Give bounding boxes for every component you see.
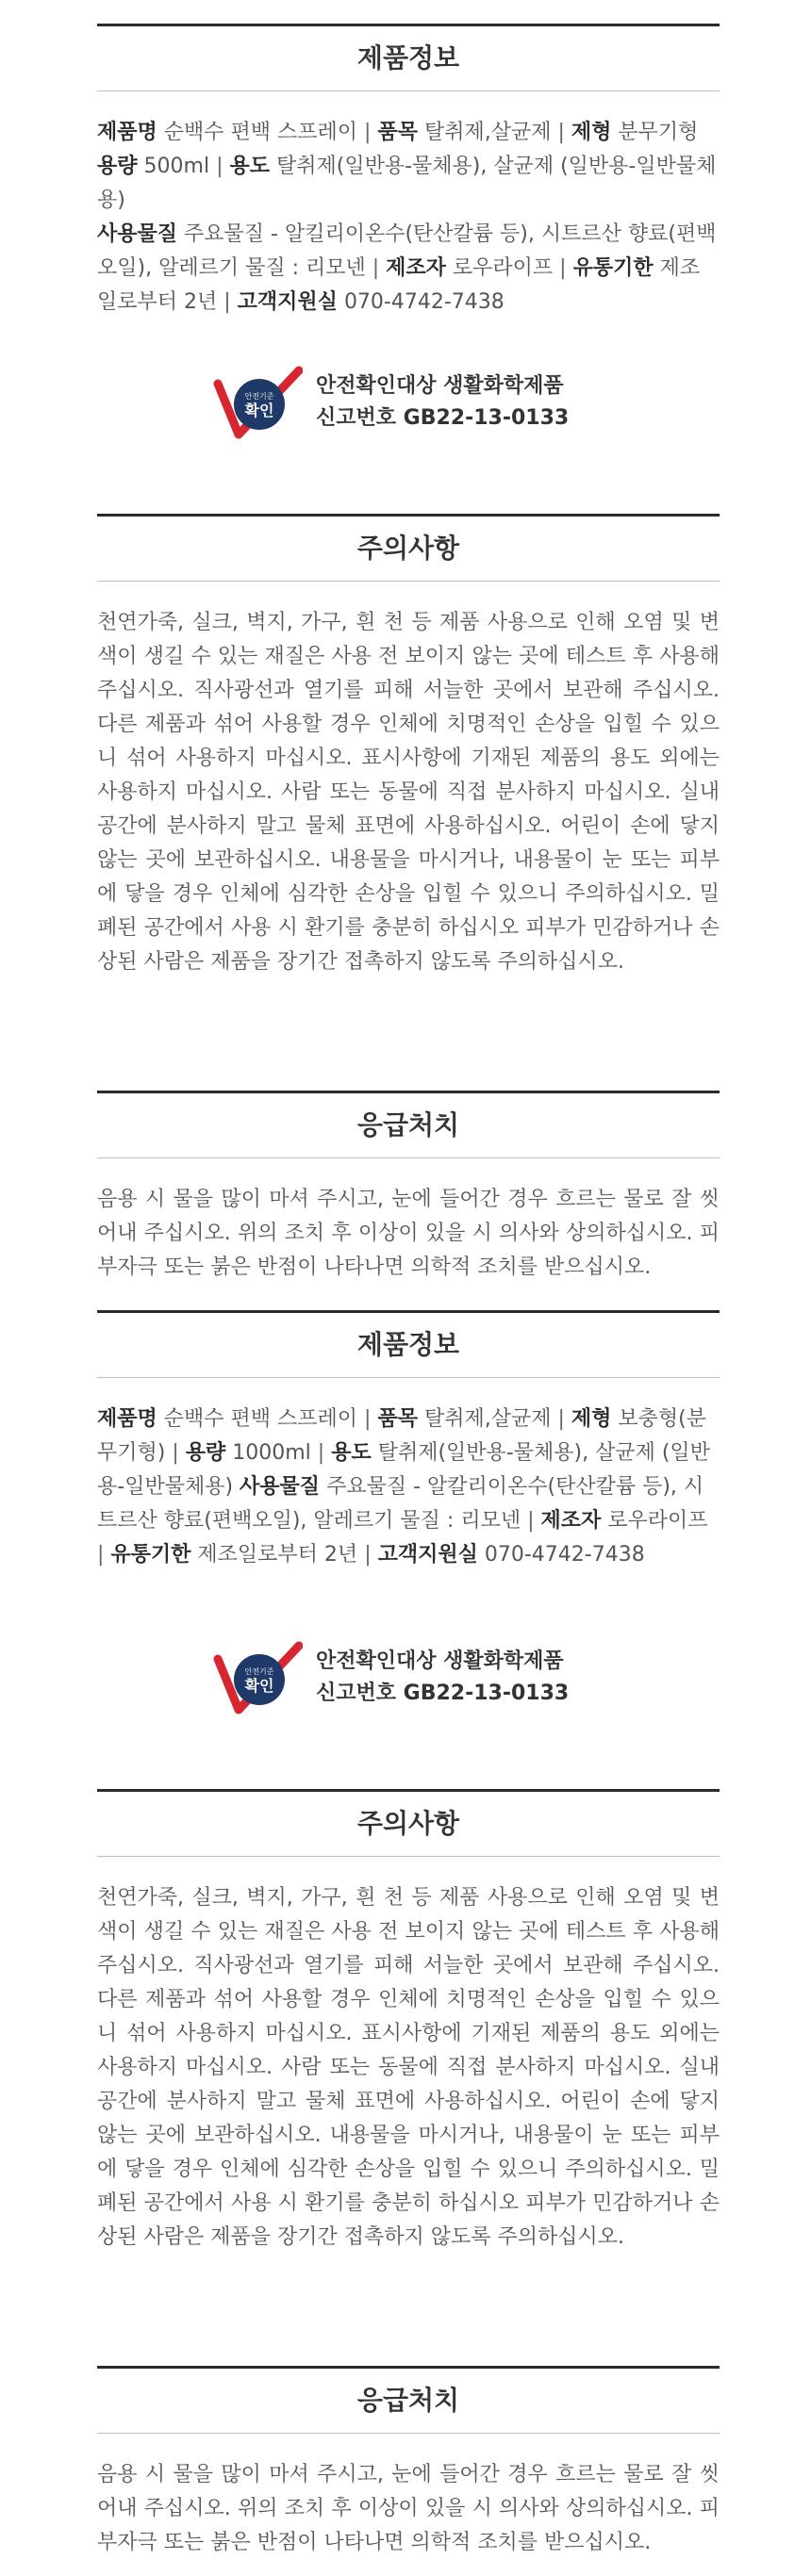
value-form: 분무기형 [618, 121, 699, 144]
value-support: 070-4742-7438 [343, 290, 505, 314]
label-usage: 용도 [331, 1441, 372, 1465]
caution-section-1 [97, 514, 720, 979]
value-maker: 로우라이프 [452, 256, 554, 280]
value-product-name: 순백수 편백 스프레이 [163, 121, 358, 144]
badge-top-text: 안전기준 [244, 1667, 274, 1676]
first-aid-text: 음용 시 물을 많이 마셔 주시고, 눈에 들어간 경우 흐르는 물로 잘 씻어내 주십시오. 위의 조치 후 이상이 있을 시 의사와 상의하십시오. 피부자극 또는 붉은 반점이 나타나면 의학적 조치를 받으십시오. [97, 1188, 720, 1279]
label-product-name: 제품명 [97, 1407, 157, 1431]
safety-check-badge-icon [212, 363, 303, 444]
section-divider [97, 1377, 720, 1378]
label-volume: 용량 [185, 1441, 226, 1465]
label-support: 고객지원실 [377, 1543, 478, 1567]
label-usage: 용도 [229, 155, 270, 178]
label-expiry: 유통기한 [110, 1543, 191, 1567]
section-divider [97, 581, 720, 582]
section-title: 주의사항 [356, 533, 460, 564]
cert-line-1: 안전확인대상 생활화학제품 [316, 374, 564, 398]
cert-line-2: 신고번호 GB22-13-0133 [316, 1682, 570, 1705]
label-product-name: 제품명 [97, 121, 157, 144]
label-material: 사용물질 [97, 222, 178, 246]
label-category: 품목 [377, 1407, 418, 1431]
section-title: 응급처치 [356, 1109, 460, 1140]
value-material: 주요물질 - 알칼리이온수(탄산칼륨 등), 시트르산 향료(편백오일), 알레르기 물질 : 리모넨 [97, 1475, 704, 1533]
label-volume: 용량 [97, 155, 138, 178]
product-info-section-1 [97, 24, 720, 320]
section-divider [97, 2433, 720, 2434]
section-divider [97, 1856, 720, 1857]
section-title: 제품정보 [356, 42, 460, 74]
value-support: 070-4742-7438 [484, 1543, 645, 1567]
label-category: 품목 [377, 121, 418, 144]
product-info-text: 제품명 순백수 편백 스프레이 | 품목 탈취제,살균제 | 제형 보충형(분무기형) | 용량 1000ml | 용도 탈취제(일반용-물체용), 살균제 (일반용-일반물체용) 사용물질 주요물질 - 알칼리이온수(탄산칼륨 등), 시트르산 향료(편백오일), 알레르기 물질 : 리모넨 | 제조자 로우라이프 | 유통기한 제조일로부터 2년 | 고객지원실 070-4742-7438 [97, 1407, 710, 1567]
first-aid-section-1 [97, 1091, 720, 1285]
section-title: 주의사항 [356, 1808, 460, 1839]
cert-line-2: 신고번호 GB22-13-0133 [316, 406, 570, 430]
value-category: 탈취제,살균제 [423, 1407, 552, 1431]
certification-mark-2 [212, 1638, 608, 1719]
caution-text: 천연가죽, 실크, 벽지, 가구, 흰 천 등 제품 사용으로 인해 오염 및 변색이 생길 수 있는 재질은 사용 전 보이지 않는 곳에 테스트 후 사용해 주십시오. 직사광선과 열기를 피해 서늘한 곳에서 보관해 주십시오. 다른 제품과 섞어 사용할 경우 인체에 치명적인 손상을 입힐 수 있으니 섞어 사용하지 마십시오. 표시사항에 기재된 제품의 용도 외에는 사용하지 마십시오. 사람 또는 동물에 직접 분사하지 마십시오. 실내공간에 분사하지 말고 물체 표면에 사용하십시오. 어린이 손에 닿지 않는 곳에 보관하십시오. 내용물을 마시거나, 내용물이 눈 또는 피부에 닿을 경우 인체에 심각한 손상을 입힐 수 있으니 주의하십시오. 밀폐된 공간에서 사용 시 환기를 충분히 하십시오 피부가 민감하거나 손상된 사람은 제품을 장기간 접촉하지 않도록 주의하십시오. [97, 611, 720, 974]
label-expiry: 유통기한 [572, 256, 654, 280]
first-aid-text: 음용 시 물을 많이 마셔 주시고, 눈에 들어간 경우 흐르는 물로 잘 씻어내 주십시오. 위의 조치 후 이상이 있을 시 의사와 상의하십시오. 피부자극 또는 붉은 반점이 나타나면 의학적 조치를 받으십시오. [97, 2463, 720, 2554]
label-material: 사용물질 [240, 1475, 321, 1499]
section-title: 응급처치 [356, 2385, 460, 2416]
value-expiry: 제조일로부터 2년 [197, 1543, 358, 1567]
label-maker: 제조자 [386, 256, 446, 280]
cert-line-1: 안전확인대상 생활화학제품 [316, 1649, 564, 1673]
section-title: 제품정보 [356, 1329, 460, 1360]
value-maker: 로우라이프 [607, 1509, 708, 1533]
value-expiry: 제조일로부터 2년 [97, 256, 701, 314]
label-support: 고객지원실 [237, 290, 338, 314]
badge-main-text: 확인 [244, 402, 274, 419]
product-info-text: 제품명 순백수 편백 스프레이 | 품목 탈취제,살균제 | 제형 분무기형 용량 500ml | 용도 탈취제(일반용-물체용), 살균제 (일반용-일반물체용) 사용물질 주요물질 - 알킬리이온수(탄산칼륨 등), 시트르산 향료(편백오일), 알레르기 물질 : 리모넨 | 제조자 로우라이프 | 유통기한 제조일로부터 2년 | 고객지원실 070-4742-7438 [97, 121, 717, 314]
caution-section-2 [97, 1789, 720, 2255]
product-info-section-2 [97, 1310, 720, 1572]
value-form: 보충형(분무기형) [97, 1407, 706, 1465]
caution-text: 천연가죽, 실크, 벽지, 가구, 흰 천 등 제품 사용으로 인해 오염 및 변색이 생길 수 있는 재질은 사용 전 보이지 않는 곳에 테스트 후 사용해 주십시오. 직사광선과 열기를 피해 서늘한 곳에서 보관해 주십시오. 다른 제품과 섞어 사용할 경우 인체에 치명적인 손상을 입힐 수 있으니 섞어 사용하지 마십시오. 표시사항에 기재된 제품의 용도 외에는 사용하지 마십시오. 사람 또는 동물에 직접 분사하지 마십시오. 실내공간에 분사하지 말고 물체 표면에 사용하십시오. 어린이 손에 닿지 않는 곳에 보관하십시오. 내용물을 마시거나, 내용물이 눈 또는 피부에 닿을 경우 인체에 심각한 손상을 입힐 수 있으니 주의하십시오. 밀폐된 공간에서 사용 시 환기를 충분히 하십시오 피부가 민감하거나 손상된 사람은 제품을 장기간 접촉하지 않도록 주의하십시오. [97, 1886, 720, 2249]
certification-mark-1 [212, 363, 608, 444]
section-divider [97, 90, 720, 91]
safety-check-badge-icon [212, 1638, 303, 1719]
value-volume: 500ml [143, 155, 210, 178]
value-usage: 탈취제(일반용-물체용), 살균제 (일반용-일반물체용) [97, 1441, 710, 1499]
badge-top-text: 안전기준 [244, 392, 274, 401]
value-usage: 탈취제(일반용-물체용), 살균제 (일반용-일반물체용) [97, 155, 717, 212]
section-divider [97, 1157, 720, 1158]
label-form: 제형 [571, 1407, 612, 1431]
badge-main-text: 확인 [244, 1677, 274, 1695]
value-volume: 1000ml [232, 1441, 311, 1465]
label-maker: 제조자 [540, 1509, 602, 1533]
label-form: 제형 [571, 121, 612, 144]
first-aid-section-2 [97, 2366, 720, 2560]
value-material: 주요물질 - 알킬리이온수(탄산칼륨 등), 시트르산 향료(편백오일), 알레르기 물질 : 리모넨 [97, 222, 717, 280]
value-category: 탈취제,살균제 [423, 121, 552, 144]
value-product-name: 순백수 편백 스프레이 [163, 1407, 358, 1431]
